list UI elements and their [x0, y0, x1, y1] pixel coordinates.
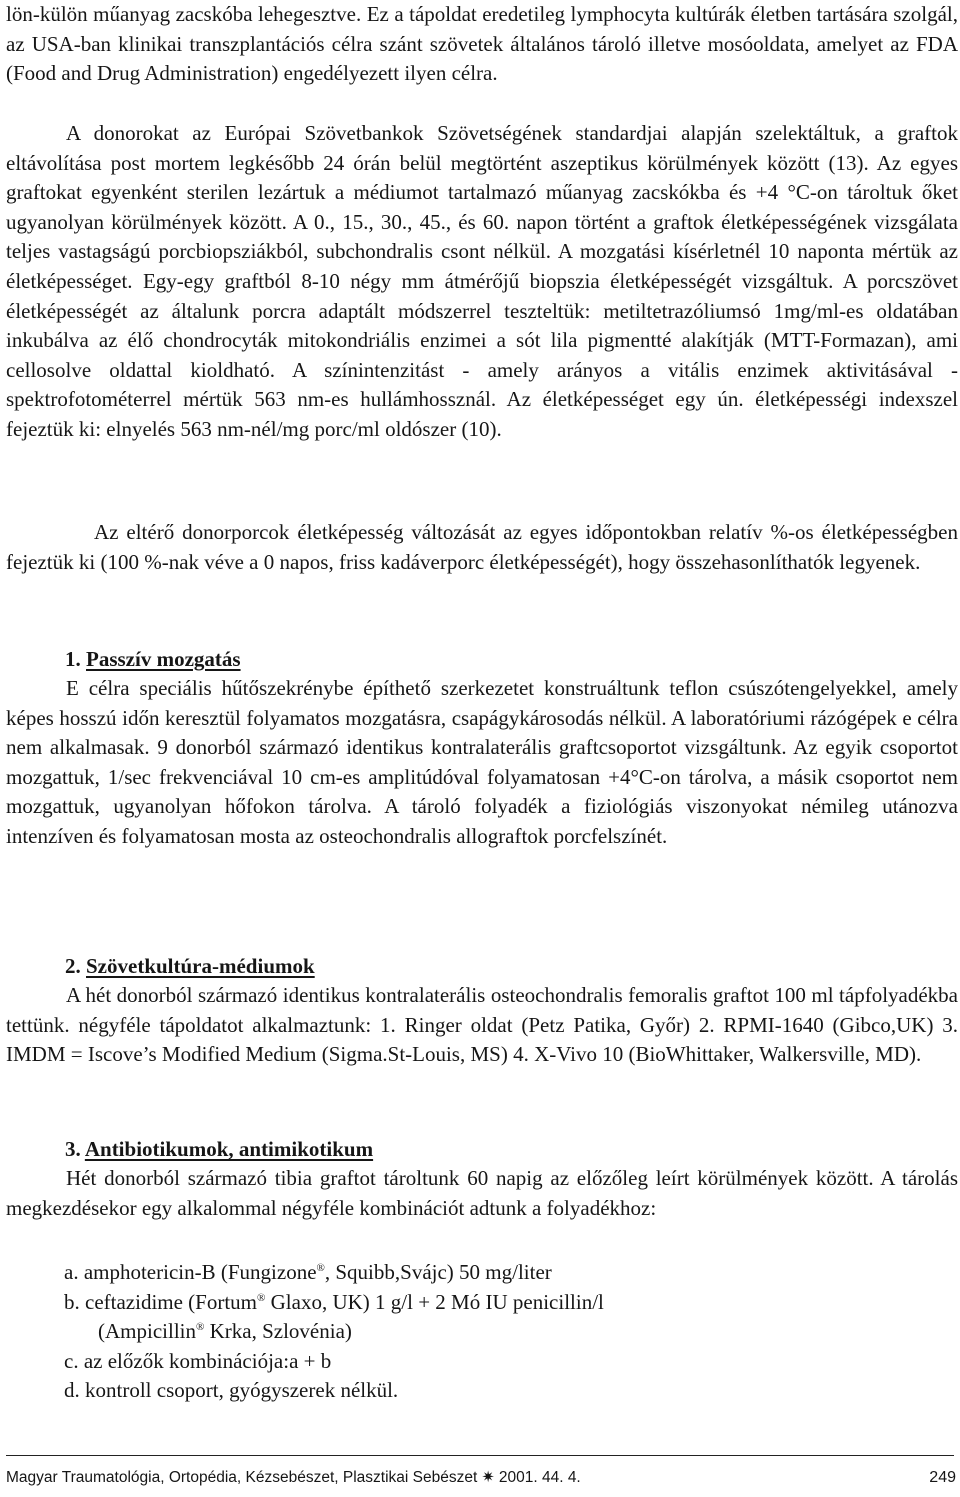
list-item: c. az előzők kombinációja:a + b	[64, 1348, 332, 1373]
list-item: d. kontroll csoport, gyógyszerek nélkül.	[64, 1378, 399, 1403]
footer-divider	[6, 1455, 954, 1456]
heading-number: 1.	[65, 647, 81, 671]
paragraph-culture-media: A hét donorból származó identikus kontralaterális osteochondralis femoralis graftot 100 ml tápfolyadékba tettünk. négyféle tápoldatot alkalmaztunk: 1. Ringer oldat (Petz Patika, Győr) 2. RPMI-1640 (Gibco,UK) 3. IMDM = Iscove’s Modified Medium (Sigma.St-Louis, MS) 4. X-Vivo 10 (BioWhittaker, Walkersville, MD).	[6, 983, 958, 1067]
paragraph-donor-selection: A donorokat az Európai Szövetbankok Szövetségének standardjai alapján szelektáltuk, a graftok eltávolítása post mortem legkésőbb 24 órán belül megtörtént aszeptikus körülmények között (13). Az egyes graftokat egyenként sterilen lezártuk a médiumot tartalmazó műanyag zacskókba és +4 °C-on tároltuk őket ugyanolyan körülmények között. A 0., 15., 30., 45., és 60. napon történt a graftok életképességének vizsgálata teljes vastagságú porcbiopsziákból, subchondralis csont nélkül. A mozgatási kísérletnél 10 naponta mértük az életképességet. Egy-egy graftból 8-10 négy mm átmérőjű biopszia életképességét vizsgáltuk. A porcszövet életképességét az általunk porcra adaptált módszerrel teszteltük: metiltetrazóliumsó 1mg/ml-es oldatában inkubálva az élő chondrocyták mitokondriális enzimei a sót lila pigmentté alakítják (MTT-Formazan), ami cellosolve oldattal kioldható. A színintenzitást - amely arányos a vitális enzimek aktivitásával - spektrofotométerrel mértük 563 nm-es hullámhossznál. Az életképességet egy ún. életképességi indexszel fejeztük ki: elnyelés 563 nm-nél/mg porc/ml oldószer (10).	[6, 121, 958, 441]
page-number: 249	[929, 1469, 956, 1486]
paragraph-media-description: lön-külön műanyag zacskóba lehegesztve. Ez a tápoldat eredetileg lymphocyta kultúrák életben tartására szolgál, az USA-ban klinikai transzplantációs célra szánt szövetek általános tároló illetve mosóoldata, amelyet az FDA (Food and Drug Administration) engedélyezett ilyen célra.	[6, 2, 958, 86]
page-footer	[6, 1466, 956, 1490]
combination-list	[64, 1258, 944, 1406]
paragraph-antibiotics: Hét donorból származó tibia graftot tároltunk 60 napig az előzőleg leírt körülmények között. A tárolás megkezdésekor egy alkalommal négyféle kombinációt adtunk a folyadékhoz:	[6, 1166, 958, 1220]
paragraph-relative-viability: Az eltérő donorporcok életképesség változását az egyes időpontokban relatív %-os életképességben fejeztük ki (100 %-nak véve a 0 napos, friss kadáverporc életképességét), hogy összehasonlíthatók legyenek.	[6, 520, 958, 574]
heading-title: Szövetkultúra-médiumok	[86, 954, 315, 978]
journal-citation: Magyar Traumatológia, Ortopédia, Kézsebészet, Plasztikai Sebészet ✷ 2001. 44. 4.	[6, 1469, 581, 1486]
list-item: b. ceftazidime (Fortum® Glaxo, UK) 1 g/l + 2 Mó IU penicillin/l	[64, 1289, 604, 1314]
heading-number: 3.	[65, 1137, 81, 1161]
heading-passive-motion	[65, 645, 241, 673]
heading-antibiotics	[65, 1135, 373, 1163]
heading-number: 2.	[65, 954, 81, 978]
heading-title: Antibiotikumok, antimikotikum	[84, 1137, 374, 1161]
list-item: a. amphotericin-B (Fungizone®, Squibb,Svájc) 50 mg/liter	[64, 1260, 552, 1284]
paragraph-passive-motion: E célra speciális hűtőszekrénybe építhető szerkezetet konstruáltunk teflon csúszótengelyekkel, amely képes hosszú időn keresztül folyamatos mozgatásra, csapágykárosodás nélkül. A laboratóriumi rázógépek e célra nem alkalmasak. 9 donorból származó identikus kontralaterális graftcsoportot vizsgáltunk. Az egyik csoportot mozgattuk, 1/sec frekvenciával 10 cm-es amplitúdóval folyamatosan +4°C-on tárolva, a másik csoportot nem mozgattuk, ugyanolyan hőfokon tárolva. A tároló folyadék a fiziológiás viszonyokat némileg utánozva intenzíven és folyamatosan mosta az osteochondralis allograftok porcfelszínét.	[6, 676, 958, 848]
heading-title: Passzív mozgatás	[86, 647, 241, 671]
heading-culture-media	[65, 952, 315, 980]
list-item: (Ampicillin® Krka, Szlovénia)	[98, 1319, 352, 1344]
